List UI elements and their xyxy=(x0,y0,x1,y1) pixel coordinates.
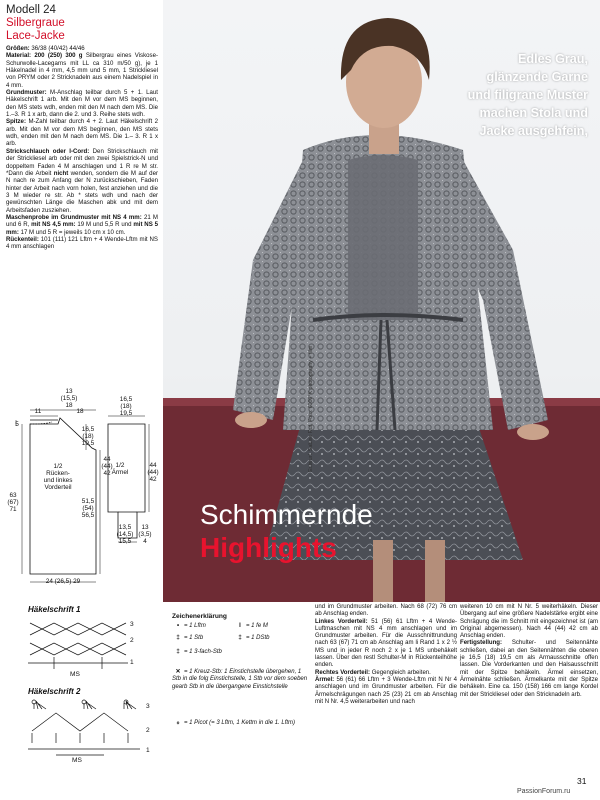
legend-dreifach: ‡ = 1 3-fach-Stb xyxy=(172,649,222,656)
chart2-diagram xyxy=(28,699,144,789)
dim-shoulder-width: 11 xyxy=(34,408,42,415)
model-photo xyxy=(163,0,600,602)
chain-icon: • xyxy=(176,623,180,629)
dim-neck-depth: 5 xyxy=(15,421,19,428)
dim-side-length: 44 (44) 42 xyxy=(101,456,113,477)
legend-lftm: • = 1 Lftm xyxy=(172,623,206,630)
photo-caption: Edles Grau, glänzende Garne und filigrane Muster machen Stola und Jacke ausgehfein, xyxy=(467,52,588,138)
chart1-row-2: 2 xyxy=(130,637,134,644)
photo-credit: Entwurf: Sabine Ruf, Foto: 6000°K photography + film xyxy=(308,345,314,472)
col3-left-front: Linkes Vorderteil: 51 (56) 61 Lftm + 4 Wende-Luftmaschen mit NS 4 mm anschlagen und im Grundmuster arbeiten. Für die Ausschnittrundung nach 63 (67) 71 cm ab Anschlag am li Rand 1 x 2 ½ MS und in jeder R noch 2 x je 1 MS unbehäkelt lassen. Über den restl Schulter-M in Rückenteilhöhe enden. xyxy=(315,618,457,669)
col3-sleeve: Ärmel: 56 (61) 66 Lftm + 3 Wende-Lftm mit N Nr 4 anschlagen und im Grundmuster arbeiten. Für die Ärmelschrägungen nach 25 (23) 21 cm ab Anschlag mit N Nr. 4,5 weiterarbeiten und nach xyxy=(315,676,458,705)
chart2-title: Häkelschrift 2 xyxy=(28,687,81,696)
model-title-line1: Silbergraue xyxy=(6,17,65,29)
i-cord-paragraph: Strickschlauch oder I-Cord: Den Strickschlauch mit der Strickliesel arb oder mit den zwei Spielstrick-N und doppeltem Faden 4 M anschlagen und 1 R re M str. *Dann die Arbeit nicht wenden, sondern die M auf der N nach re zum Anfang der N zurückschieben, Faden hinter der Arbeit nach vorn holen, fest anziehen und die 3 M wieder re str. Ab * stets wdh und nach der gewünschten Länge die Maschen abk und mit dem Arbeitsfaden zusziehen. xyxy=(6,147,158,214)
chart1-row-3: 3 xyxy=(130,621,134,628)
double-crochet-icon: ‡ xyxy=(176,635,180,641)
legend-fm: I = 1 fe M xyxy=(234,623,268,630)
triple-treble-icon: ‡ xyxy=(176,649,180,655)
legend-picot: ℴ = 1 Picot (= 3 Lftm, 1 Kettm in die 1. Lftm) xyxy=(172,720,308,727)
lace-edge-paragraph: Spitze: M-Zahl teilbar durch 4 + 2. Laut Häkelschrift 2 arb. Mit den M vor dem MS beginnen, den MS stets wdh, enden mit den M nach dem MS. Die 1.– 3. R 1 x arb. xyxy=(6,118,158,148)
dim-sleeve-bottom: 13,5 (14,5) 15,5 xyxy=(116,524,134,545)
material-paragraph: Material: 200 (250) 300 g Silbergrau eines Viskose-Schurwolle-Lacegarns mit LL ca 310 m/50 g), je 1 Häkelnadel in 4 mm, 4,5 mm und 5 mm, 1 Strickliesel von PRYM oder 2 Stricknadeln aus einem Nadelspiel in 4 mm. xyxy=(6,52,158,89)
source-watermark: PassionForum.ru xyxy=(517,788,571,795)
chart2-row-3: 3 xyxy=(146,703,150,710)
dim-sleeve-length: 44 (44) 42 xyxy=(147,462,159,483)
model-title-line2: Lace-Jacke xyxy=(6,29,65,42)
chart1-row-1: 1 xyxy=(130,659,134,666)
chart1-ms-label: MS xyxy=(70,671,80,678)
headline-red: Highlights xyxy=(200,532,337,563)
dim-armhole: 16,5 (18) 19,5 xyxy=(81,426,95,447)
legend-title: Zeichenerklärung xyxy=(172,613,227,620)
dim-total-length: 63 (67) 71 xyxy=(7,492,19,513)
col3-back-continued: und im Grundmuster arbeiten. Nach 68 (72) 76 cm ab Anschlag enden. xyxy=(315,604,457,618)
chart1-title: Häkelschrift 1 xyxy=(28,605,81,614)
instructions-column-3 xyxy=(315,604,457,706)
dim-neck-width: 13 (15,5) 18 xyxy=(60,388,78,409)
col4-sleeve-continued: weiteren 10 cm mit N Nr. 5 weiterhäkeln. Dieser Übergang auf eine größere Nadelstärke ergibt eine Schrägung die im Schnitt mit eingezeichnet ist (am Original abgemessen). Nach 44 (44) 42 cm ab Anschlag enden. xyxy=(460,604,598,640)
label-sleeve: 1/2 Ärmel xyxy=(111,462,129,476)
legend-kreuz: ✕ = 1 Kreuz-Stb: 1 Einstichstelle übergehen, 1 Stb in die folg Einstichstelle, 1 Stb vor dem soeben gearb Stb in die übergangene Einstichstelle xyxy=(172,669,308,690)
chart2-ms-label: MS xyxy=(72,757,82,764)
legend-stb: ‡ = 1 Stb xyxy=(172,635,203,642)
legend xyxy=(172,613,310,726)
col4-finishing: Fertigstellung: Schulter- und Seitennähte schließen, dabei an den Seitennähten die oberen je 16,5 (18) 19,5 cm als Armausschnitte offen lassen. Die Vorderkanten und den Halsausschnitt mit der Spitze behäkeln. Ärmel einsetzen, Ärmelnähte schließen. Ärmelkante mit der Spitze behäkeln. Eine ca. 150 (158) 166 cm lange Kordel mit der Strickliesel oder den Stricknadeln arb. xyxy=(460,640,598,698)
garment-schematic xyxy=(0,388,163,593)
chart2-row-1: 1 xyxy=(146,747,150,754)
chart2-row-2: 2 xyxy=(146,727,150,734)
back-paragraph: Rückenteil: 101 (111) 121 Lftm + 4 Wende-Lftm mit NS 4 mm anschlagen xyxy=(6,235,158,251)
sizes-paragraph: Größen: 36/38 (40/42) 44/46 xyxy=(6,45,85,52)
label-back-front: 1/2 Rücken- und linkes Vorderteil xyxy=(43,463,73,491)
chart1-diagram xyxy=(28,617,128,673)
single-crochet-icon: I xyxy=(239,623,241,629)
dim-bottom-width: 24 (26,5) 29 xyxy=(45,578,81,585)
instructions-column-4 xyxy=(460,604,598,699)
treble-crochet-icon: ‡ xyxy=(238,635,242,641)
col3-right-front: Rechtes Vorderteil: Gegengleich arbeiten. xyxy=(315,669,431,676)
headline-white: Schimmernde xyxy=(200,499,373,530)
gauge-paragraph: Maschenprobe im Grundmuster mit NS 4 mm: 21 M und 6 R, mit NS 4,5 mm: 19 M und 5,5 R und mit NS 5 mm: 17 M und 5 R = jeweils 10 cm x 10 cm. xyxy=(6,213,158,236)
model-number: Modell 24 xyxy=(6,4,56,16)
dim-cuff: 13 (3,5) 4 xyxy=(138,524,152,545)
legend-dstb: ‡ = 1 DStb xyxy=(234,635,270,642)
picot-icon: ℴ xyxy=(176,720,180,726)
dim-sleeve-top: 16,5 (18) 19,5 xyxy=(119,396,133,417)
page-number: 31 xyxy=(577,776,587,786)
basic-pattern-paragraph: Grundmuster: M-Anschlag teilbar durch 5 + 1. Laut Häkelschrift 1 arb. Mit den M vor dem MS beginnen, den MS stets wdh, enden mit den M nach dem MS. Die 1.–3. R 1 x arb, dann die 2. und 3. Reihe stets wdh. xyxy=(6,89,158,119)
dim-body-length: 51,5 (54) 56,5 xyxy=(81,498,95,519)
cross-stitch-icon: ✕ xyxy=(175,669,181,675)
instructions-column xyxy=(6,4,158,251)
dim-half-width: 18 xyxy=(76,408,84,415)
crochet-charts xyxy=(0,603,168,800)
